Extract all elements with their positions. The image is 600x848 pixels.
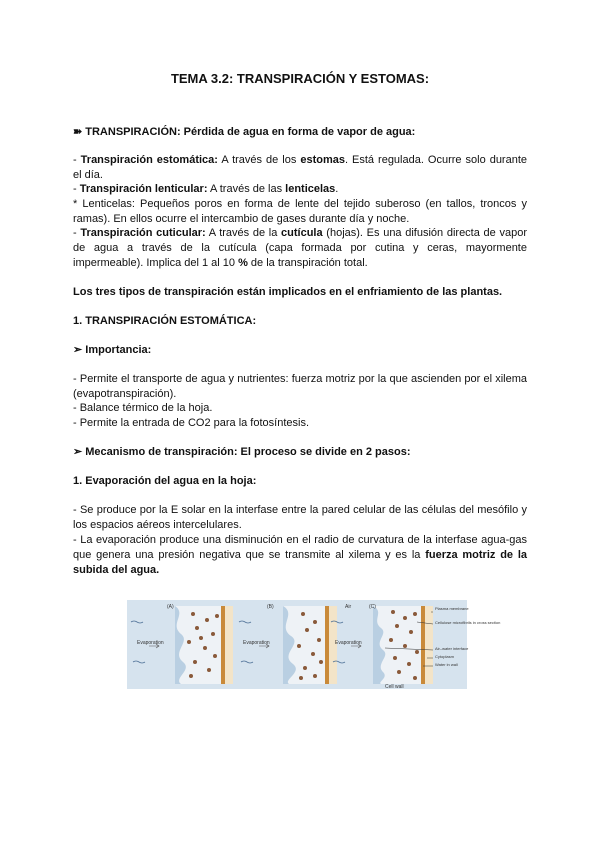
estomatica-paragraph: - Transpiración estomática: A través de los estomas. Está regulada. Ocurre solo durante el día. bbox=[73, 154, 528, 181]
step-1-paragraph-1: - Se produce por la E solar en la interfase entre la pared celular de las células del mesófilo y los espacios aéreos intercelulares. bbox=[73, 504, 527, 531]
estomatica-post: . Está regulada. Ocurre solo durante el día. bbox=[73, 154, 528, 181]
section-1-heading: 1. TRANSPIRACIÓN ESTOMÁTICA: bbox=[73, 315, 257, 327]
evaporation-label-a: Evaporation bbox=[137, 640, 164, 646]
evaporation-label-b: Evaporation bbox=[243, 640, 270, 646]
legend-air-water-interface: Air–water interface bbox=[435, 646, 469, 651]
importancia-item-2: - Balance térmico de la hoja. bbox=[73, 402, 213, 414]
cuticular-label: Transpiración cuticular: bbox=[80, 227, 206, 239]
estomatica-label: Transpiración estomática: bbox=[80, 154, 218, 166]
lenticular-label: Transpiración lenticular: bbox=[79, 183, 208, 195]
cuticular-post: (hojas). Es una difusión directa de vapor de agua a través de la cutícula (capa formada por cutina y ceras, mayormente impermeable). Implica del 1 al 10 bbox=[73, 227, 527, 269]
mecanismo-heading: ➢ Mecanismo de transpiración: El proceso se divide en 2 pasos: bbox=[73, 446, 411, 458]
cuticular-bold: cutícula bbox=[281, 227, 323, 239]
step-1-paragraph-2 bbox=[73, 533, 527, 578]
step-1-p2-bold: fuerza motriz de la subida del agua. bbox=[73, 549, 527, 576]
panel-c-label: (C) bbox=[369, 604, 376, 610]
cell-wall-label: Cell wall bbox=[385, 684, 404, 690]
panel-a-label: (A) bbox=[167, 604, 174, 610]
evaporation-label-c: Evaporation bbox=[335, 640, 362, 646]
step-1-heading: 1. Evaporación del agua en la hoja: bbox=[73, 475, 257, 487]
lenticular-pre: A través de las bbox=[207, 183, 286, 195]
lenticelas-note: * Lenticelas: Pequeños poros en forma de lente del tejido suberoso (en tallos, troncos y ramas). En ellos ocurre el intercambio de gases durante día y noche. bbox=[73, 198, 527, 225]
transpiracion-heading: ➽ TRANSPIRACIÓN: Pérdida de agua en forma de vapor de agua: bbox=[73, 126, 416, 138]
legend-plasma-membrane: Plasma membrane bbox=[435, 606, 469, 611]
importancia-item-3: - Permite la entrada de CO2 para la fotosíntesis. bbox=[73, 417, 310, 429]
estomatica-bold: estomas bbox=[300, 154, 345, 166]
summary-text: Los tres tipos de transpiración están implicados en el enfriamiento de las plantas. bbox=[73, 286, 503, 298]
step-1-p2-text: - La evaporación produce una disminución en el radio de curvatura de la interfase agua-gas que genera una presión negativa que se transmite al xilema y es la bbox=[73, 534, 527, 561]
estomatica-pre: A través de los bbox=[217, 154, 301, 166]
lenticular-post: . bbox=[335, 183, 339, 195]
cuticular-paragraph: - Transpiración cuticular: A través de la cutícula (hojas). Es una difusión directa de vapor de agua a través de la cutícula (capa formada por cutina y ceras, mayormente impermeable). Implica del 1 al 10 % de la transpiración total. bbox=[73, 227, 527, 269]
legend-cytoplasm: Cytoplasm bbox=[435, 654, 454, 659]
importancia-heading: ➢ Importancia: bbox=[73, 344, 152, 356]
evaporation-figure bbox=[127, 600, 501, 690]
panel-b-label: (B) bbox=[267, 604, 274, 610]
cuticular-post2: de la transpiración total. bbox=[247, 257, 368, 269]
cuticular-pre: A través de la bbox=[205, 227, 282, 239]
importancia-item-1: - Permite el transporte de agua y nutrientes: fuerza motriz por la que ascienden por el xilema (evapotranspiración). bbox=[73, 373, 527, 400]
lenticular-bold: lenticelas bbox=[285, 183, 336, 195]
page-title: TEMA 3.2: TRANSPIRACIÓN Y ESTOMAS: bbox=[170, 71, 430, 86]
cuticular-pct: % bbox=[238, 257, 248, 269]
lenticular-paragraph: - Transpiración lenticular: A través de las lenticelas. bbox=[73, 183, 339, 195]
air-label: Air bbox=[345, 604, 352, 610]
legend-cellulose: Cellulose microfibrils in cross section bbox=[435, 620, 501, 625]
legend-water-in-wall: Water in wall bbox=[435, 662, 458, 667]
